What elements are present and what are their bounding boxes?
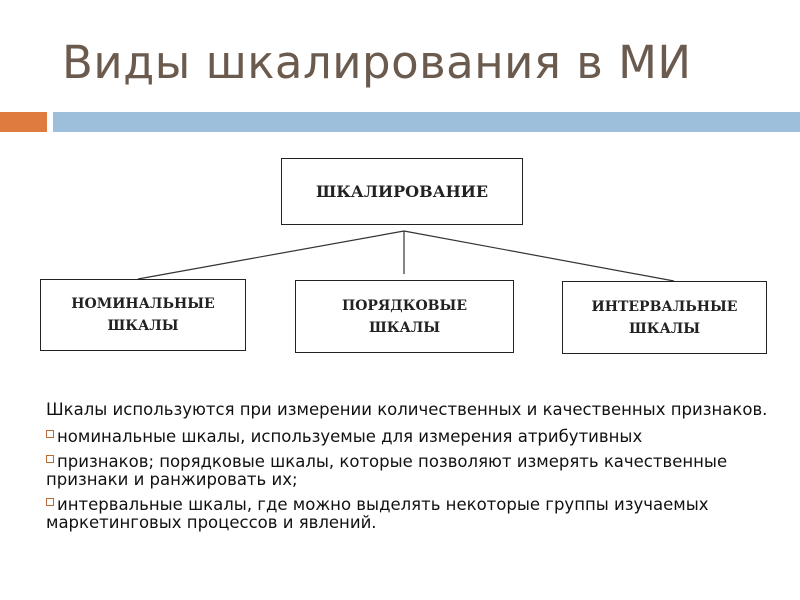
- intro-paragraph: Шкалы используются при измерении количественных и качественных признаков.: [46, 400, 768, 419]
- diagram-box-ordinal: [295, 280, 514, 353]
- diagram-root-label: ШКАЛИРОВАНИЕ: [315, 181, 489, 201]
- diagram-box-label: ИНТЕРВАЛЬНЫЕ ШКАЛЫ: [591, 298, 738, 337]
- diagram-box-label: НОМИНАЛЬНЫЕ ШКАЛЫ: [71, 296, 215, 334]
- bullet-item: [46, 496, 786, 532]
- bullet-item: [46, 453, 786, 489]
- diagram-box-interval: [562, 281, 767, 354]
- diagram-box-nominal: [40, 279, 246, 351]
- bullet-text: номинальные шкалы, используемые для измерения атрибутивных: [57, 427, 643, 446]
- bullet-square-icon: [46, 455, 54, 463]
- bullet-text: интервальные шкалы, где можно выделять некоторые группы изучаемых маркетинговых процессов и явлений.: [46, 495, 709, 532]
- bullet-square-icon: [46, 430, 54, 438]
- connector-to-interval: [404, 231, 674, 281]
- bullet-text: признаков; порядковые шкалы, которые позволяют измерять качественные признаки и ранжировать их;: [46, 452, 728, 489]
- diagram-box-label: ПОРЯДКОВЫЕ ШКАЛЫ: [342, 297, 467, 336]
- bullet-square-icon: [46, 498, 54, 506]
- body-text: [46, 401, 786, 539]
- connector-to-nominal: [138, 231, 404, 279]
- diagram-root-box: [281, 158, 523, 225]
- slide-title: Виды шкалирования в МИ: [62, 36, 692, 89]
- bullet-item: [46, 428, 786, 446]
